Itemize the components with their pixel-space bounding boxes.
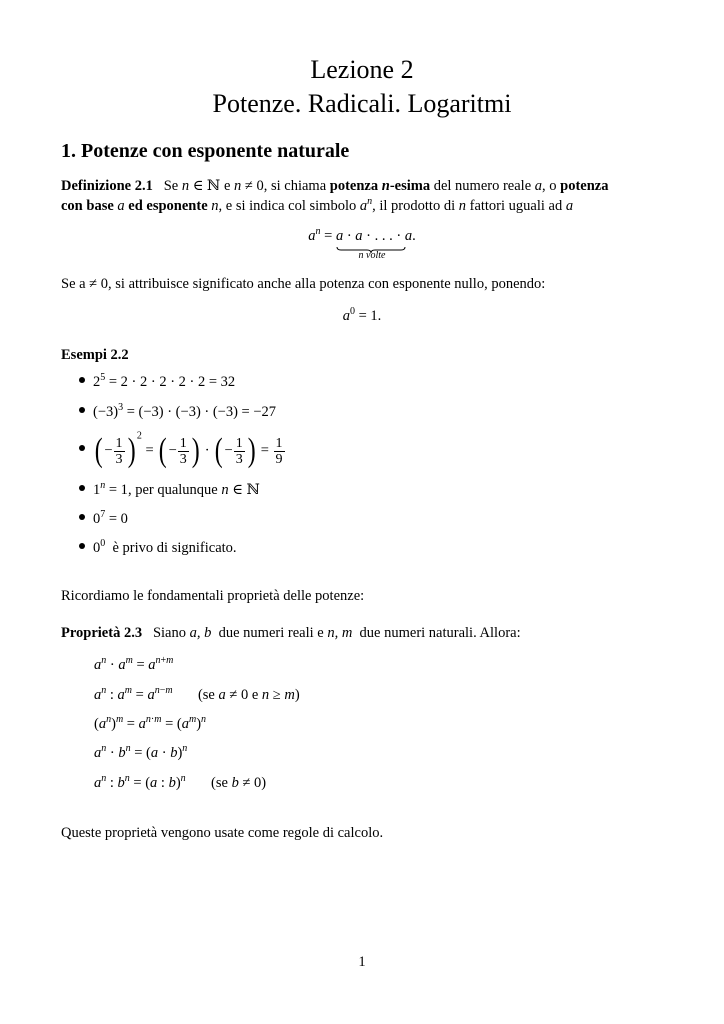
bullet-icon [79,514,85,520]
example-6: $0^0$ è privo di significato. [79,540,237,557]
definition-label: Definizione 2.1 [61,178,153,194]
example-2: $(-3)^3 = (-3) \cdot (-3) \cdot (-3) = -27$ [79,404,276,421]
bullet-icon [79,377,85,383]
null-exponent-text: Se a ≠ 0, si attribuisce significato anche alla potenza con esponente nullo, ponendo: [61,276,546,292]
term-potenza: potenza [329,178,379,194]
bullet-icon [79,445,85,451]
property-label: Proprietà 2.3 [61,625,143,641]
title-line2: Potenze. Radicali. Logaritmi [212,89,512,118]
example-4: $1^n = 1$, per qualunque n ∈ ℕ [79,482,260,499]
page-number: 1 [358,954,366,970]
example-3: ( − $\frac{1}{3}$ ) $^2$ = ( − $\frac{1}{3}$ ) · ( − $\frac{1}{3}$ ) = $\frac{1}{9}$ [79,434,286,468]
recall-text: Ricordiamo le fondamentali proprietà delle potenze: [61,588,365,604]
property-5: $a^n$ : $b^n = (a$ : b)$^n$ (se b ≠ 0) [94,773,267,791]
property-2: $a^n$ : $a^m = a^{n-m}$ (se a ≠ 0 e n ≥ m) [94,685,300,703]
property-1: $a^n \cdot a^m = a^{n+m}$ [94,655,174,673]
title-line1: Lezione 2 [310,55,414,84]
term-potenza-2: potenza [560,178,609,194]
closing-text: Queste proprietà vengono usate come regole di calcolo. [61,825,384,841]
section-title: Potenze con esponente naturale [81,140,350,162]
zero-exponent-formula: $a^0 = 1$. [342,306,382,324]
property-4: $a^n \cdot b^n = (a \cdot b)^n$ [94,743,188,761]
bullet-icon [79,485,85,491]
term-ed-esponente: ed esponente [128,198,208,214]
definition-paragraph: Definizione 2.1 Se n ∈ ℕ e n ≠ 0, si chiama potenza n-esima del numero reale a, o potenza con base a ed esponente n, e si indica col simbolo $a^n$, il prodotto di n fattori uguali ad a [61,178,609,214]
bullet-icon [79,407,85,413]
example-5: $0^7 = 0$ [79,511,128,528]
examples-label: Esempi 2.2 [61,347,129,363]
property-statement: Proprietà 2.3 Siano a, b due numeri reali e n, m due numeri naturali. Allora: [61,625,521,641]
section-number: 1. [61,140,76,162]
term-con-base: con base [61,198,114,214]
section-heading [61,140,349,163]
example-1: $2^5 = 2 \cdot 2 \cdot 2 \cdot 2 \cdot 2 = 32$ [79,374,235,391]
definition-formula: $a^n = a \cdot a$ · . . . · a . [0,228,724,245]
underbrace-product: a · a · . . . · a [336,228,412,245]
property-3: $(a^n)^m = a^{n\cdot m} = (a^m)^n$ [94,714,207,732]
underbrace-label: n volte [358,250,386,261]
bullet-icon [79,543,85,549]
